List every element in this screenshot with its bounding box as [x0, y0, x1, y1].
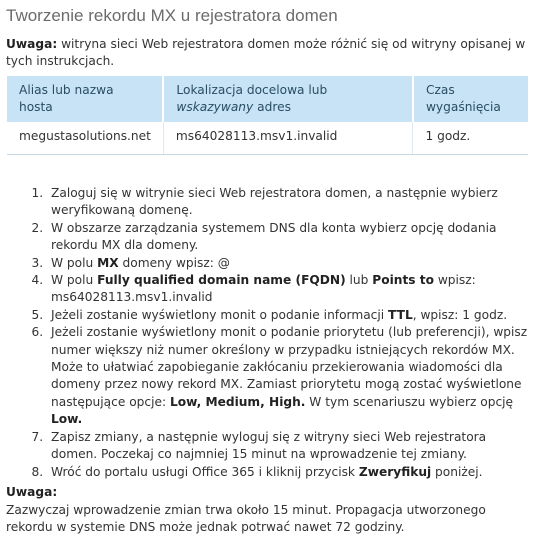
- page-title: Tworzenie rekordu MX u rejestratora domen: [6, 6, 338, 25]
- step-3-bold: MX: [97, 255, 119, 270]
- step-2: [47, 220, 533, 255]
- step-8-text-a: Wróć do portalu usługi Office 365 i kliknij przycisk: [51, 464, 359, 479]
- warning-label: Uwaga:: [6, 37, 58, 51]
- step-3-text-a: W polu: [51, 255, 98, 270]
- warning-note: [6, 36, 533, 70]
- header-target-text: Lokalizacja docelowa lub: [176, 83, 328, 97]
- step-4-text-c: lub: [345, 273, 373, 288]
- step-4-text-e: wpisz: ms64028113.msv1.invalid: [51, 273, 476, 305]
- mx-record-table: [7, 76, 528, 155]
- table-header-row: [7, 76, 528, 122]
- header-target-italic: wskazywany: [176, 100, 254, 114]
- step-4-bold-fqdn: Fully qualified domain name (FQDN): [97, 273, 346, 288]
- footer-note-text: Zazwyczaj wprowadzenie zmian trwa około 15 minut. Propagacja utworzonego rekordu w systemie DNS może jednak potrwać nawet 72 godziny.: [6, 502, 486, 535]
- step-7: [47, 429, 533, 464]
- cell-target: ms64028113.msv1.invalid: [163, 122, 413, 155]
- header-alias: Alias lub nazwa hosta: [7, 76, 163, 122]
- header-ttl: Czas wygaśnięcia: [413, 76, 528, 122]
- step-5-text-a: Jeżeli zostanie wyświetlony monit o podanie informacji: [51, 307, 389, 322]
- step-1: [47, 185, 533, 220]
- footer-note-label: Uwaga:: [6, 484, 58, 499]
- cell-ttl: 1 godz.: [413, 122, 528, 155]
- step-5-bold: TTL: [388, 307, 413, 322]
- step-4: [47, 272, 533, 307]
- step-8: [47, 464, 533, 481]
- step-8-bold-verify: Zweryfikuj: [358, 464, 432, 479]
- step-6-bold-low: Low.: [51, 412, 83, 427]
- warning-text: witryna sieci Web rejestratora domen może różnić się od witryny opisanej w tych instrukcjach.: [6, 37, 526, 68]
- step-6-bold-options: Low, Medium, High.: [169, 394, 306, 409]
- step-6-text-a: Jeżeli zostanie wyświetlony monit o podanie priorytetu (lub preferencji), wpisz numer większy niż numer określony w przypadku istniejących rekordów MX. Może to ułatwiać zapobieganie zakłócaniu przekierowania wiadomości dla domeny przez nowy rekord MX. Zamiast priorytetu mogą zostać wyświetlone następujące opcje:: [51, 325, 528, 409]
- header-target-suffix: adres: [253, 100, 291, 114]
- step-2-text: W obszarze zarządzania systemem DNS dla konta wybierz opcję dodania rekordu MX dla domeny.: [51, 220, 497, 253]
- step-1-text: Zaloguj się w witrynie sieci Web rejestratora domen, a następnie wybierz weryfikowaną domenę.: [51, 186, 498, 218]
- step-3: [47, 255, 533, 272]
- cell-alias: megustasolutions.net: [7, 122, 163, 155]
- step-6: [47, 324, 533, 428]
- table-row: [7, 122, 528, 155]
- steps-list: [6, 185, 533, 481]
- step-4-text-a: W polu: [51, 273, 98, 288]
- header-target: [163, 76, 413, 122]
- step-4-bold-points-to: Points to: [372, 273, 434, 288]
- step-3-text-c: domeny wpisz: @: [118, 255, 230, 270]
- step-7-text: Zapisz zmiany, a następnie wyloguj się z witryny sieci Web rejestratora domen. Poczekaj co najmniej 15 minut na wprowadzenie tej zmiany.: [51, 429, 487, 462]
- step-5-text-c: , wpisz: 1 godz.: [412, 307, 508, 322]
- step-6-text-c: W tym scenariuszu wybierz opcję: [305, 394, 514, 409]
- step-8-text-c: poniżej.: [431, 464, 483, 479]
- step-5: [47, 307, 533, 324]
